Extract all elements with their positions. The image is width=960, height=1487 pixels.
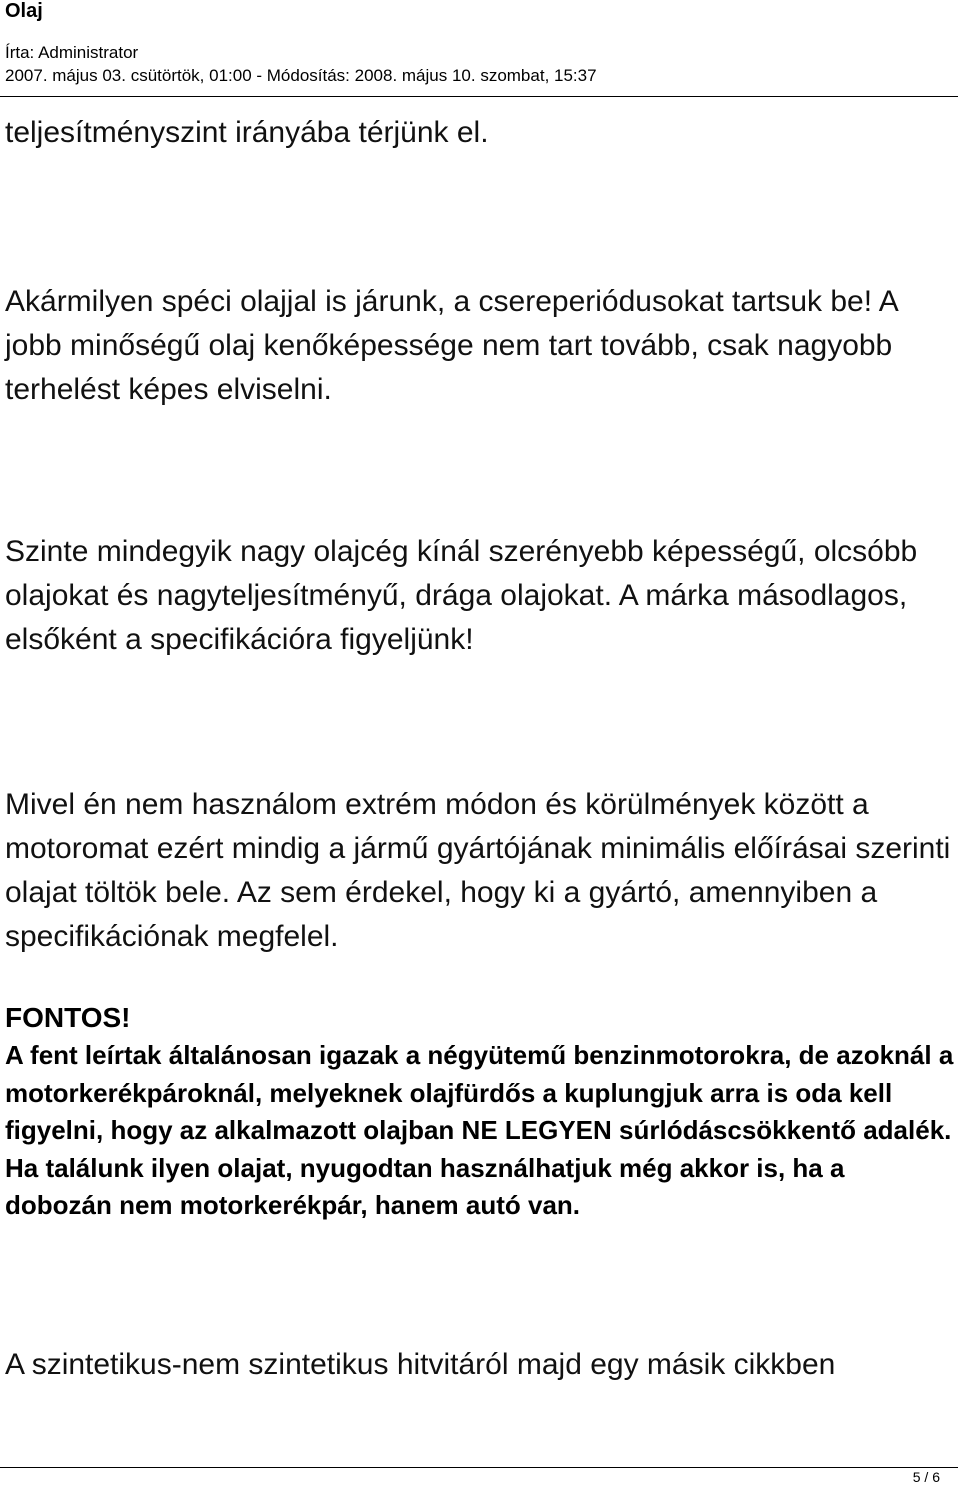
important-notice (5, 1000, 957, 1225)
footer-divider (0, 1467, 958, 1468)
important-text: A fent leírtak általánosan igazak a négyütemű benzinmotorokra, de azoknál a motorkerékpároknál, melyeknek olajfürdős a kuplungjuk arra is oda kell figyelni, hogy az alkalmazott olajban NE LEGYEN súrlódáscsökkentő adalék. Ha találunk ilyen olajat, nyugodtan használhatjuk még akkor is, ha a dobozán nem motorkerékpár, hanem autó van. (5, 1040, 954, 1220)
paragraph-text: Mivel én nem használom extrém módon és körülmények között a motoromat ezért mindig a jármű gyártójának minimális előírásai szerinti olajat töltök bele. Az sem érdekel, hogy ki a gyártó, amennyiben a specifikációnak megfelel. (5, 788, 951, 953)
header-divider (0, 96, 958, 97)
author-line: Írta: Administrator (5, 43, 139, 62)
paragraph-2 (5, 280, 957, 412)
page-title: Olaj (5, 0, 43, 22)
paragraph-text: Szinte mindegyik nagy olajcég kínál szerényebb képességű, olcsóbb olajokat és nagyteljesítményű, drága olajokat. A márka másodlagos, elsőként a specifikációra figyeljünk! (5, 535, 918, 656)
paragraph-4 (5, 783, 957, 959)
closing-paragraph (5, 1343, 957, 1387)
paragraph-text: A szintetikus-nem szintetikus hitvitáról majd egy másik cikkben (5, 1348, 836, 1381)
paragraph-text: teljesítményszint irányába térjünk el. (5, 116, 489, 149)
paragraph-3 (5, 530, 957, 662)
paragraph-1 (5, 111, 957, 155)
page-number: 5 / 6 (912, 1469, 940, 1485)
paragraph-text: Akármilyen spéci olajjal is járunk, a csereperiódusokat tartsuk be! A jobb minőségű olaj kenőképessége nem tart tovább, csak nagyobb terhelést képes elviselni. (5, 285, 898, 406)
important-heading: FONTOS! (5, 1002, 131, 1033)
date-line: 2007. május 03. csütörtök, 01:00 - Módosítás: 2008. május 10. szombat, 15:37 (5, 66, 597, 85)
